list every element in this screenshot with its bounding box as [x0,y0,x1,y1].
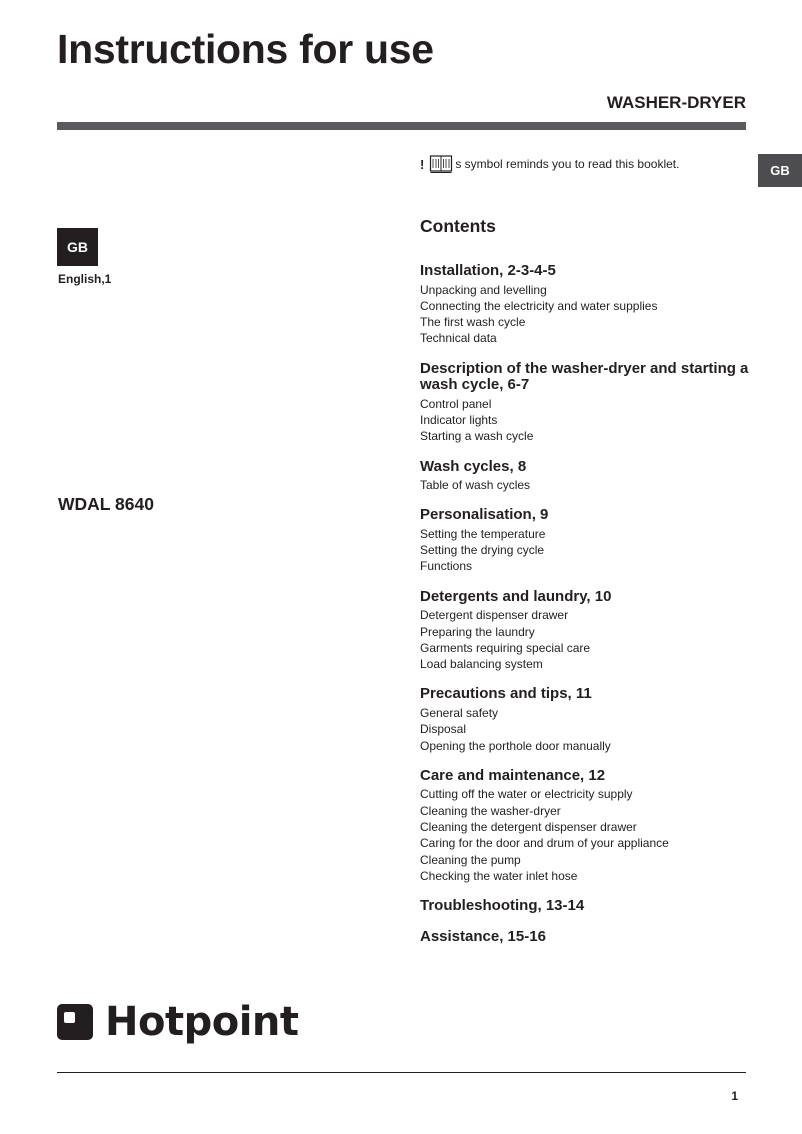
product-type: WASHER-DRYER [606,93,746,112]
contents-item: Technical data [420,331,497,346]
contents-item: Connecting the electricity and water supplies [420,298,658,313]
contents-section-title: Assistance, 15-16 [420,927,546,945]
page-number: 1 [731,1089,738,1103]
booklet-icon [429,154,453,174]
contents-section [420,929,750,946]
contents-section [420,898,750,915]
contents-item: The first wash cycle [420,315,526,330]
document-title: Instructions for use [57,26,434,72]
contents-item: Table of wash cycles [420,478,531,493]
contents-item: Preparing the laundry [420,624,535,639]
contents-item: Unpacking and levelling [420,282,547,297]
contents-sections [420,263,750,945]
contents-section [420,361,750,445]
contents-item: Cleaning the washer-dryer [420,803,561,818]
contents-item: Detergent dispenser drawer [420,608,569,623]
contents-item: Caring for the door and drum of your appliance [420,836,669,851]
language-badge: GB [57,228,98,266]
language-page-reference: English,1 [58,272,112,286]
contents-section [420,263,750,347]
contents-item: Functions [420,559,473,574]
contents-section-title: Installation, 2-3-4-5 [420,262,556,279]
hotpoint-logo [57,1000,299,1044]
contents-item: Disposal [420,722,467,737]
exclamation-mark: ! [420,156,425,172]
contents-item: Checking the water inlet hose [420,868,578,883]
contents-section-title: Care and maintenance, 12 [420,766,606,784]
contents-section [420,589,750,673]
brand-name: Hotpoint [105,999,299,1045]
contents-item: Load balancing system [420,657,543,672]
contents-section-title: Wash cycles, 8 [420,457,527,475]
contents-item: Cleaning the pump [420,852,521,867]
contents-item: Cleaning the detergent dispenser drawer [420,819,637,834]
contents-section-title: Precautions and tips, 11 [420,685,592,703]
contents-section [420,686,750,753]
contents-item: Setting the temperature [420,526,546,541]
contents-section-title: Detergents and laundry, 10 [420,587,612,605]
model-number: WDAL 8640 [58,494,154,514]
contents-heading: Contents [420,216,496,236]
contents-item: Starting a wash cycle [420,429,534,444]
contents-section [420,459,750,494]
contents-item: Opening the porthole door manually [420,738,611,753]
table-of-contents [420,216,750,959]
contents-item: Control panel [420,396,492,411]
notice-text: s symbol reminds you to read this booklet. [455,157,680,171]
header-rule [57,122,746,130]
contents-item: General safety [420,705,499,720]
read-booklet-notice [420,154,679,174]
contents-section-title: Description of the washer-dryer and starting a wash cycle, 6-7 [420,359,749,394]
contents-item: Cutting off the water or electricity supply [420,787,633,802]
contents-section-title: Troubleshooting, 13-14 [420,897,585,915]
language-side-tab: GB [758,154,802,187]
contents-item: Garments requiring special care [420,640,591,655]
contents-item: Indicator lights [420,412,498,427]
logo-mark-icon [57,1004,93,1040]
contents-item: Setting the drying cycle [420,543,545,558]
contents-section [420,507,750,574]
footer-rule [57,1072,746,1073]
contents-section [420,768,750,884]
contents-section-title: Personalisation, 9 [420,506,549,524]
